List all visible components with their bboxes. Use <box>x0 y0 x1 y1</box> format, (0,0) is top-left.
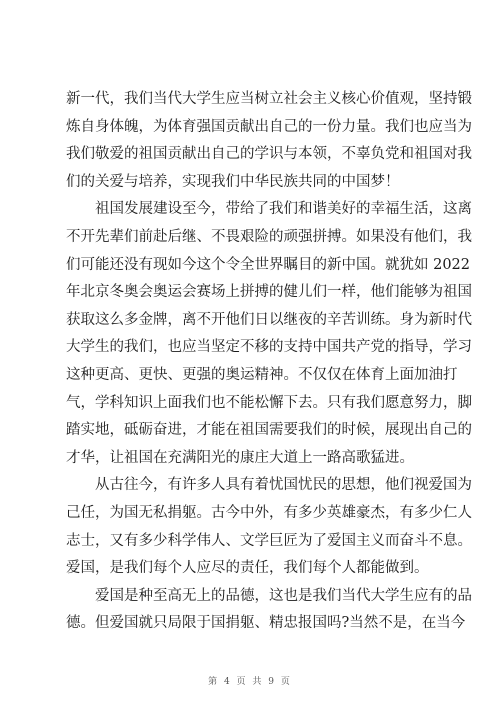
text-line: 不开先辈们前赴后继、不畏艰险的顽强拼搏。如果没有他们，我 <box>66 228 472 245</box>
text-line: 大学生的我们，也应当坚定不移的支持中国共产党的指导，学习 <box>66 339 472 356</box>
text-line: 这种更高、更快、更强的奥运精神。不仅仅在体育上面加油打 <box>66 366 458 383</box>
text-line: 踏实地，砥砺奋进，才能在祖国需要我们的时候，展现出自己的 <box>66 422 472 439</box>
text-line: 从古往今，有许多人具有着忧国忧民的思想，他们视爱国为 <box>95 477 472 494</box>
text-line: 新一代，我们当代大学生应当树立社会主义核心价值观，坚持锻 <box>66 91 472 107</box>
text-line: 们可能还没有现如今这个令全世界瞩目的新中国。就犹如 2022 <box>66 256 471 273</box>
text-line: 德。但爱国就只局限于国捐躯、精忠报国吗?当然不是，在当今 <box>66 615 466 632</box>
text-line: 炼自身体魄，为体育强国贡献出自己的一份力量。我们也应当为 <box>66 118 472 135</box>
text-line: 获取这么多金牌，离不开他们日以继夜的辛苦训练。身为新时代 <box>66 311 472 328</box>
document-body <box>66 86 472 638</box>
text-line: 年北京冬奥会奥运会赛场上拼搏的健儿们一样，他们能够为祖国 <box>66 284 472 301</box>
page-number-footer: 第 4 页 共 9 页 <box>208 677 292 687</box>
text-line: 己任，为国无私捐躯。古今中外，有多少英雄豪杰，有多少仁人 <box>66 504 472 521</box>
text-line: 们的关爱与培养，实现我们中华民族共同的中国梦！ <box>66 173 400 190</box>
text-line: 我们敬爱的祖国贡献出自己的学识与本领，不辜负党和祖国对我 <box>66 146 472 163</box>
text-line: 爱国，是我们每个人应尽的责任，我们每个人都能做到。 <box>66 560 429 577</box>
text-line: 气，学科知识上面我们也不能松懈下去。只有我们愿意努力，脚 <box>66 394 472 411</box>
text-line: 志士，又有多少科学伟人、文学巨匠为了爱国主义而奋斗不息。 <box>66 532 472 549</box>
text-line: 才华，让祖国在充满阳光的康庄大道上一路高歌猛进。 <box>66 449 414 466</box>
text-line: 祖国发展建设至今，带给了我们和谐美好的幸福生活，这离 <box>95 201 472 218</box>
text-line: 爱国是种至高无上的品德，这也是我们当代大学生应有的品 <box>95 587 472 604</box>
